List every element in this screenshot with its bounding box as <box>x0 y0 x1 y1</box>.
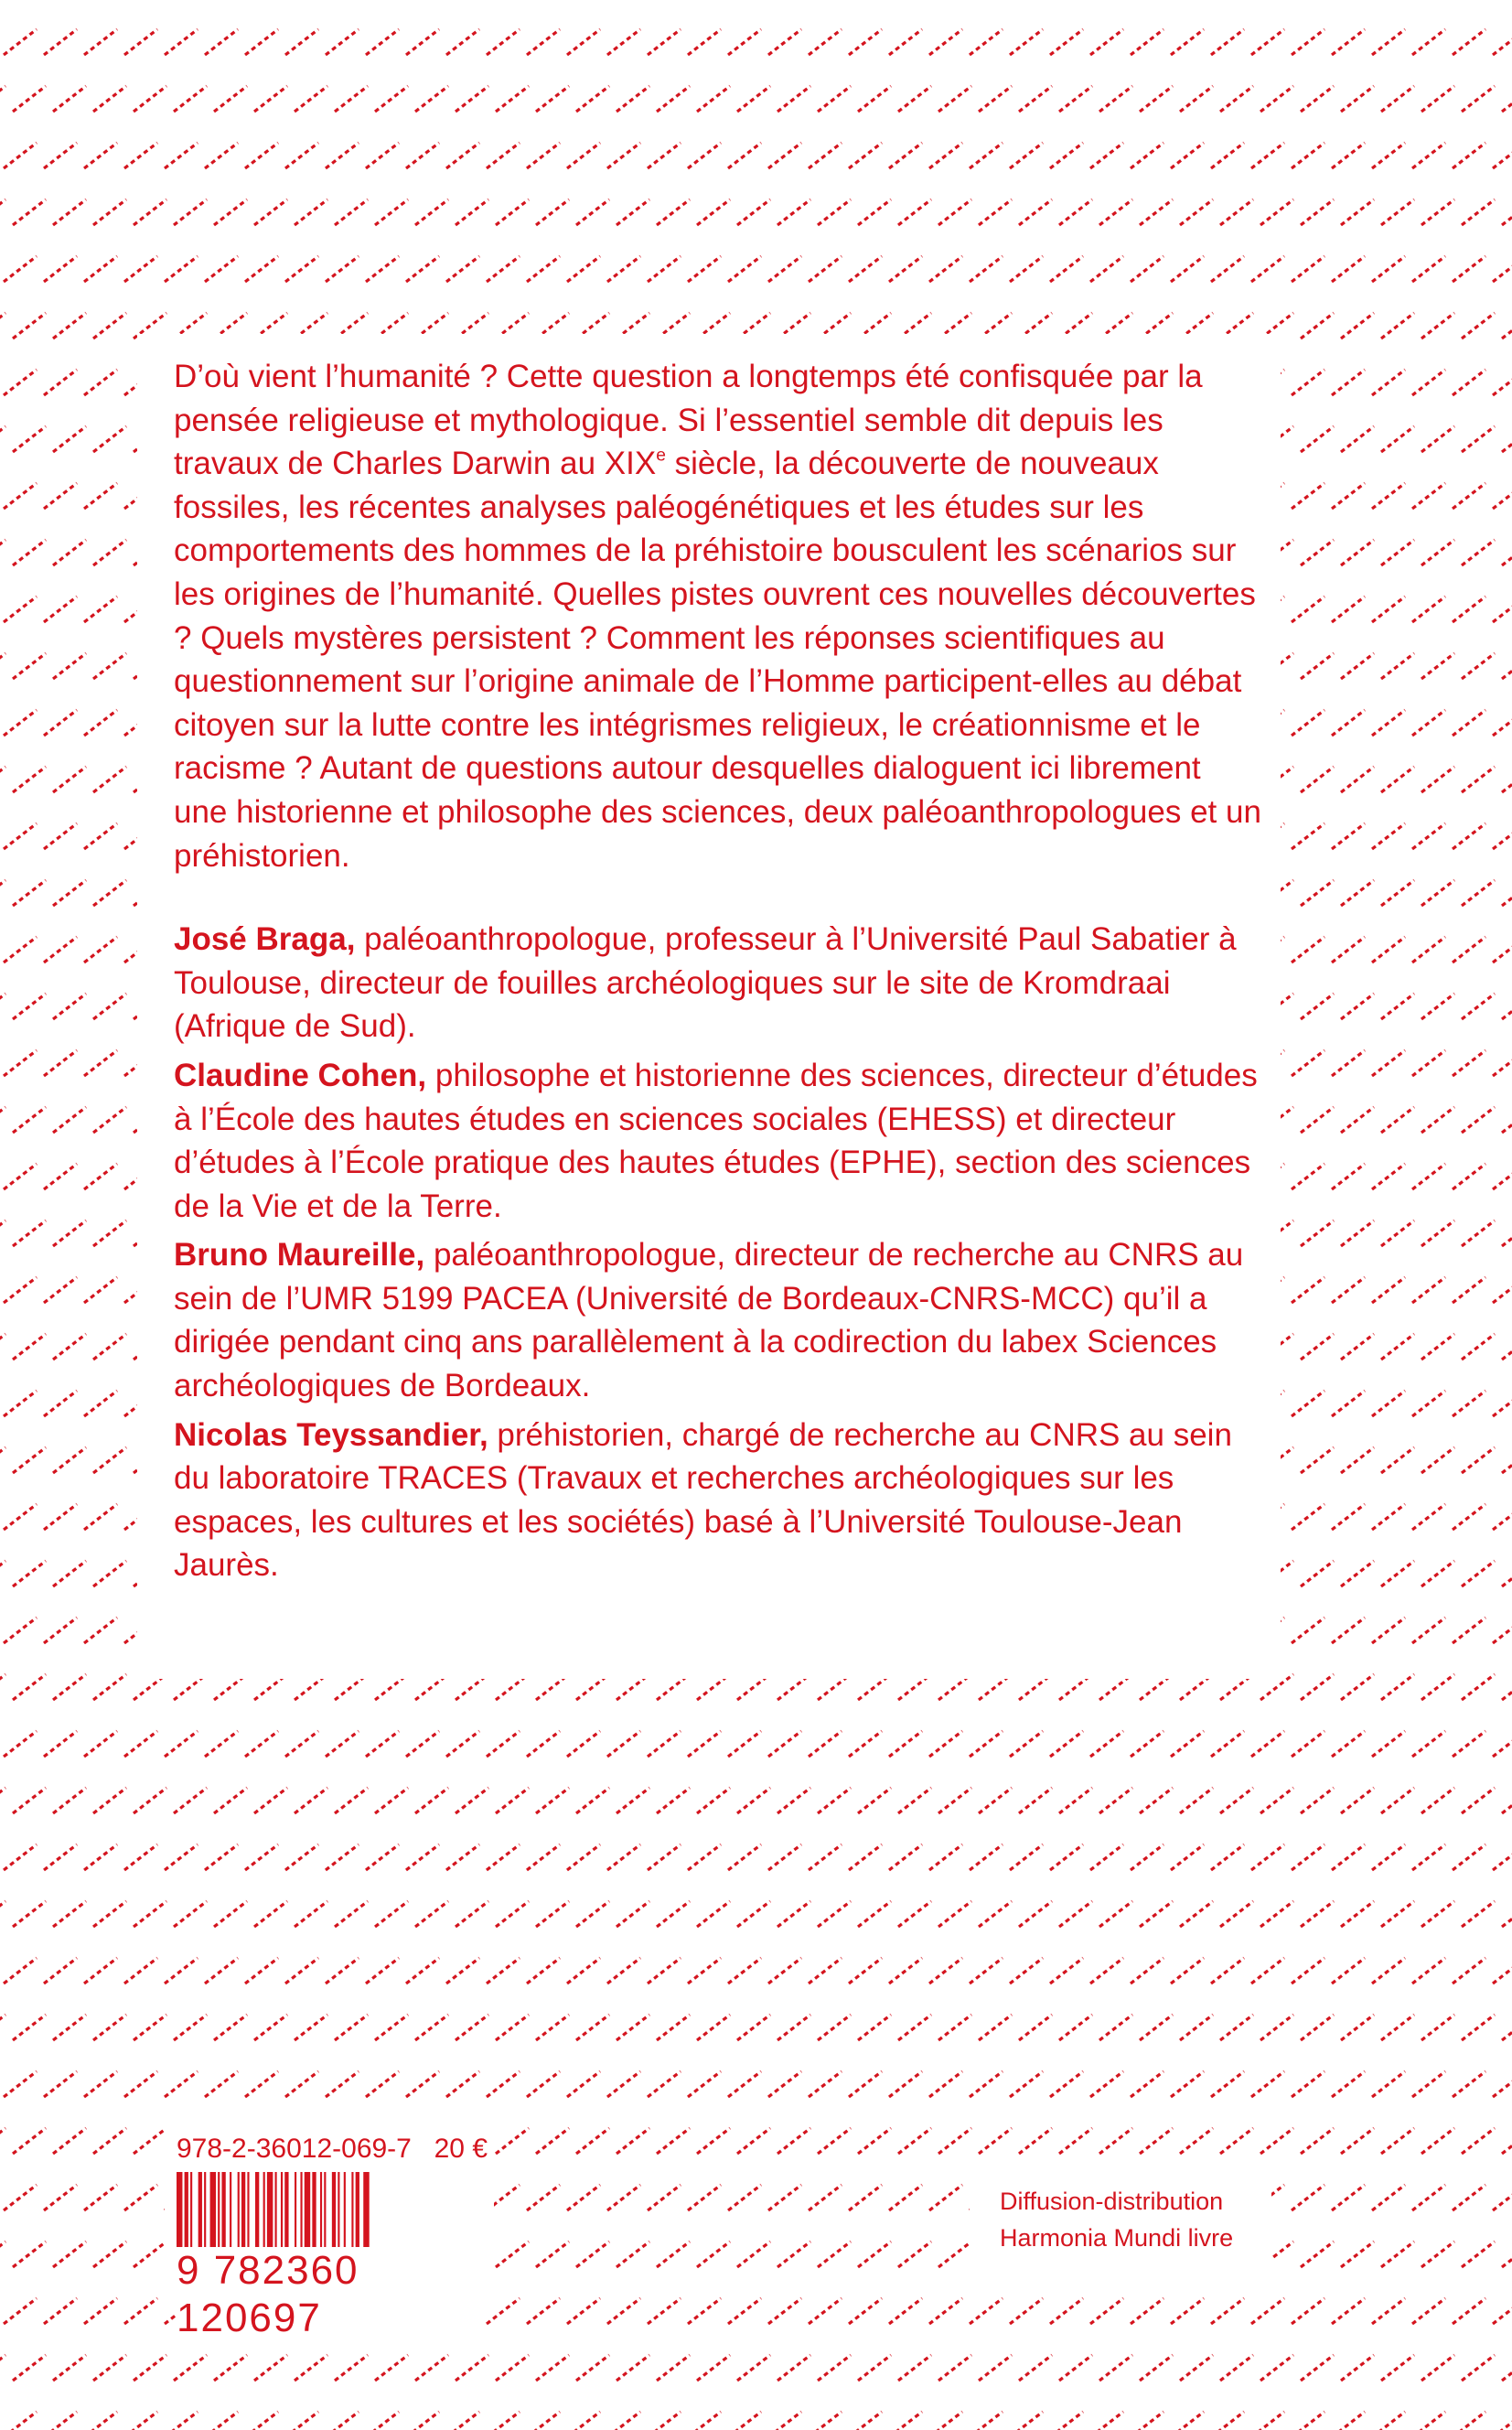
author-description: préhistorien, chargé de recherche au CNRS au sein du laboratoire TRACES (Travaux et recherches archéologiques sur les espaces, les cultures et les sociétés) basé à l’Université Toulouse-Jean Jaurès. <box>174 1416 1232 1584</box>
author-name: Claudine Cohen, <box>174 1057 427 1093</box>
author-name: Bruno Maureille, <box>174 1237 425 1274</box>
intro-text-part2: siècle, la découverte de nouveaux fossiles, les récentes analyses paléogénétiques et les études sur les comportements des hommes de la préhistoire bousculent les scénarios sur les origines de l’humanité. Quelles pistes ouvrent ces nouvelles découvertes ? Quels mystères persistent ? Comment les réponses scientifiques au questionnement sur l’origine animale de l’Homme participent-elles au débat citoyen sur la lutte contre les intégrismes religieux, le créationnisme et le racisme ? Autant de questions autour desquelles dialoguent ici librement une historienne et philosophe des sciences, deux paléoanthropologues et un préhistorien. <box>174 446 1261 874</box>
author-bio-teyssandier <box>174 1414 1262 1587</box>
barcode-digits: 9 782360 120697 <box>177 2247 478 2342</box>
author-bio-cohen <box>174 1054 1262 1228</box>
back-cover-text <box>174 355 1262 1593</box>
author-name: José Braga, <box>174 921 356 958</box>
price: 20 € <box>434 2134 488 2164</box>
isbn-number: 978-2-36012-069-7 <box>177 2134 412 2164</box>
author-name: Nicolas Teyssandier, <box>174 1416 488 1453</box>
author-description: paléoanthropologue, professeur à l’Université Paul Sabatier à Toulouse, directeur de fouilles archéologiques sur le site de Kromdraai (Afrique de Sud). <box>174 921 1237 1045</box>
intro-paragraph <box>174 355 1262 877</box>
author-description: paléoanthropologue, directeur de recherche au CNRS au sein de l’UMR 5199 PACEA (Université de Bordeaux-CNRS-MCC) qu’il a dirigée pendant cinq ans parallèlement à la codirection du labex Sciences archéologiques de Bordeaux. <box>174 1237 1244 1404</box>
author-description: philosophe et historienne des sciences, directeur d’études à l’École des hautes études en sciences sociales (EHESS) et directeur d’études à l’École pratique des hautes études (EPHE), section des sciences de la Vie et de la Terre. <box>174 1057 1258 1224</box>
author-bio-braga <box>174 918 1262 1048</box>
distribution-label: Diffusion-distribution <box>1000 2188 1224 2215</box>
author-bio-maureille <box>174 1233 1262 1407</box>
distributor-name: Harmonia Mundi livre <box>1000 2224 1234 2252</box>
isbn-price-line <box>177 2134 488 2165</box>
century-superscript: e <box>656 446 666 466</box>
distribution-info <box>1000 2183 1233 2256</box>
intro-text-part1: D’où vient l’humanité ? Cette question a longtemps été confisquée par la pensée religieuse et mythologique. Si l’essentiel semble dit depuis les travaux de Charles Darwin au XIX <box>174 359 1203 482</box>
